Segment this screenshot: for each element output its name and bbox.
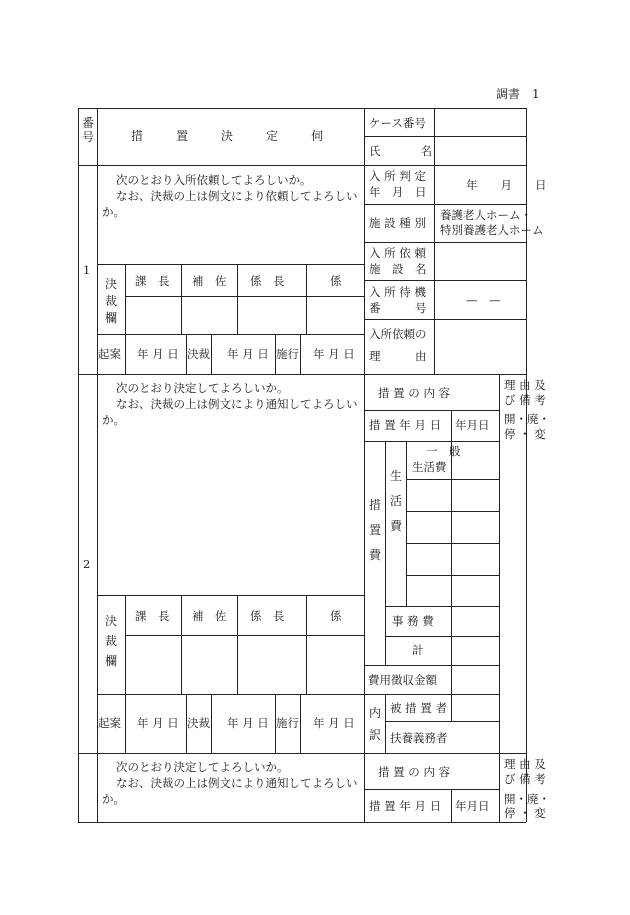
decision-text-line3: か。 [102,792,125,806]
judgement-label-1: 入 所 判 定 [369,169,426,183]
waiting-number-label-1: 入 所 待 機 [369,285,426,299]
measure-date-unit: 年月日 [455,418,490,432]
role-section-chief: 課 長 [135,609,170,623]
measure-content-header: 措 置 の 内 容 [378,386,451,400]
role-assistant: 補 佐 [192,609,227,623]
living-cost-label: 生活費 [389,469,402,533]
enforced-label: 施行 [276,716,299,730]
fee-collection-label: 費用徴収金額 [368,673,437,687]
waiting-number-label-2: 番 号 [369,301,427,315]
name-label: 氏名 [369,144,472,158]
decision-text-line1: 次のとおり決定してよろしいか。 [116,760,289,774]
col-number-header: 番号 [81,116,94,144]
measure-date-label: 措 置 年 月 日 [369,418,442,432]
role-section-chief: 課 長 [135,274,170,288]
measure-date-label: 措 置 年 月 日 [369,799,442,813]
approved-date: 年 月 日 [227,716,269,730]
breakdown-label: 内訳 [368,706,381,742]
waiting-number-value: — — [466,293,501,307]
decision-text-line3: か。 [102,413,125,427]
reason-remarks-header-2: び 備 考 [504,393,546,407]
status-options-1: 開・廃・ [504,412,550,426]
role-assistant: 補 佐 [192,274,227,288]
general-living-cost-label-2: 生活費 [412,460,447,474]
decision-text-line1: 次のとおり決定してよろしいか。 [116,381,289,395]
request-reason-label-1: 入所依頼の [369,327,427,341]
section-number: 1 [83,263,91,277]
role-subsection-chief: 係 長 [250,274,285,288]
judgement-date-value: 年 月 日 [466,178,547,192]
status-options-2: 停 ・ 変 [504,806,546,820]
judgement-label-2: 年 月 日 [369,185,427,199]
reason-remarks-header-1: 理 由 及 [504,378,546,392]
general-living-cost-label-1: 一 般 [426,444,461,458]
doc-label: 調書 1 [496,87,540,101]
role-staff: 係 [330,274,342,288]
reason-remarks-header-2: び 備 考 [504,772,546,786]
request-text-line3: か。 [102,205,125,219]
support-obligor-label: 扶養義務者 [390,731,448,745]
drafted-label: 起案 [98,716,121,730]
measure-date-unit: 年月日 [455,799,490,813]
drafted-date: 年 月 日 [137,716,179,730]
status-options-1: 開・廃・ [504,792,550,806]
request-reason-label-2: 理 由 [369,349,427,363]
approved-date: 年 月 日 [227,347,269,361]
reason-remarks-header-1: 理 由 及 [504,757,546,771]
decision-text-line2: なお、決裁の上は例文により通知してよろしい [116,776,358,790]
enforced-label: 施行 [276,347,299,361]
drafted-date: 年 月 日 [137,347,179,361]
facility-type-label: 施 設 種 別 [369,216,426,230]
status-options-2: 停 ・ 変 [504,427,546,441]
total-label: 計 [412,643,424,657]
approved-label: 決裁 [187,347,210,361]
enforced-date: 年 月 日 [313,716,355,730]
role-staff: 係 [330,609,342,623]
measure-content-header: 措 置 の 内 容 [378,765,451,779]
request-facility-label-1: 入 所 依 頼 [369,246,426,260]
decision-text-line2: なお、決裁の上は例文により通知してよろしい [116,397,358,411]
measure-cost-label: 措置費 [368,498,381,562]
section-number: 2 [83,557,91,571]
form-title: 措置決定伺 [131,129,357,143]
request-facility-label-2: 施 設 名 [369,262,427,276]
office-cost-label: 事 務 費 [392,614,434,628]
approval-column-label: 決裁欄 [104,277,117,325]
approved-label: 決裁 [187,716,210,730]
drafted-label: 起案 [98,347,121,361]
person-measured-label: 被 措 置 者 [390,701,447,715]
facility-type-value-2: 特別養護老人ホーム [440,223,544,237]
request-text-line2: なお、決裁の上は例文により依頼してよろしい [116,189,358,203]
enforced-date: 年 月 日 [313,347,355,361]
approval-column-label: 決裁欄 [104,614,117,668]
request-text-line1: 次のとおり入所依頼してよろしいか。 [116,173,312,187]
case-number-label: ケース番号 [369,116,426,130]
role-subsection-chief: 係 長 [250,609,285,623]
facility-type-value-1: 養護老人ホーム・ [440,208,532,222]
